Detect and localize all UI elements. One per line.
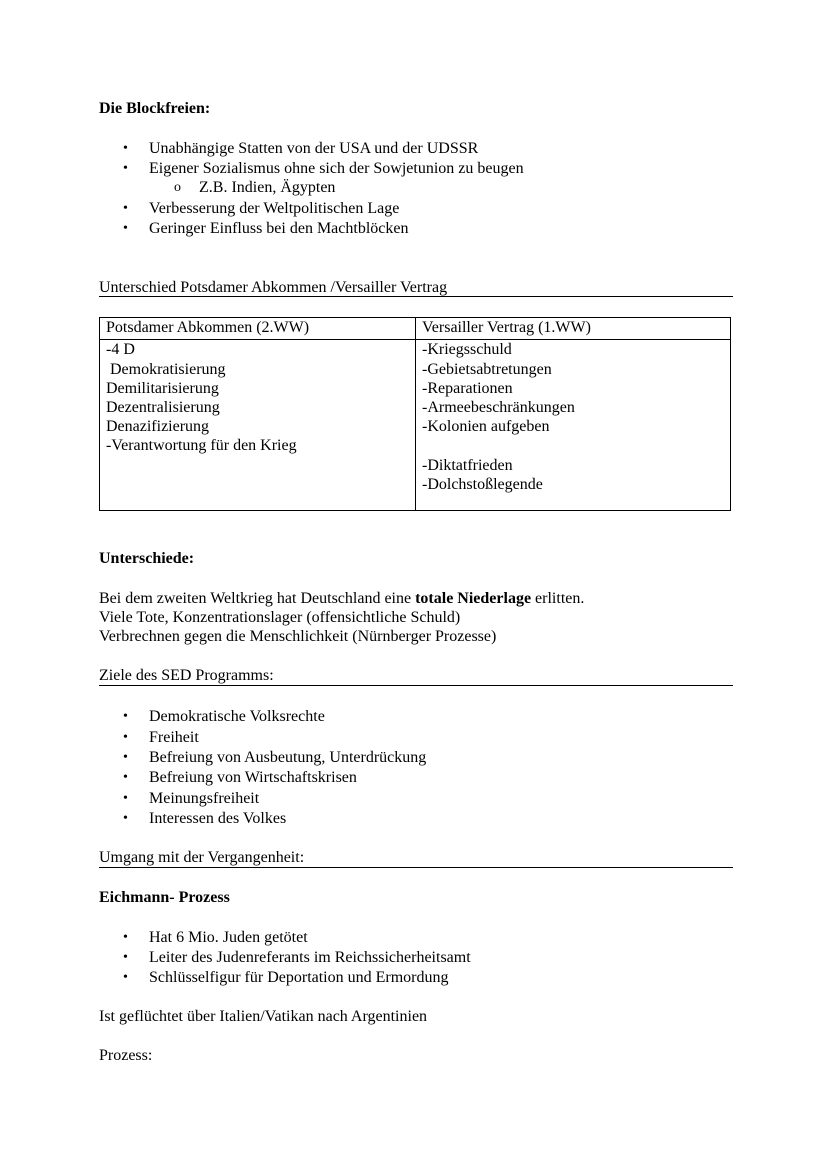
bullet-icon: • bbox=[123, 970, 128, 985]
text-span: Bei dem zweiten Weltkrieg hat Deutschland eine bbox=[99, 590, 416, 607]
list-item: Demokratische Volksrechte bbox=[149, 708, 325, 725]
bullet-icon: • bbox=[123, 950, 128, 965]
table-cell-versailles bbox=[416, 340, 731, 511]
table-cell-line: Denazifizierung bbox=[106, 418, 210, 436]
heading-blockfreien: Die Blockfreien: bbox=[99, 100, 211, 117]
bullet-icon: • bbox=[123, 161, 128, 176]
bullet-icon: • bbox=[123, 141, 128, 156]
table-cell-line: -Armeebeschränkungen bbox=[422, 398, 575, 416]
comparison-table bbox=[99, 317, 731, 511]
section-divider bbox=[99, 685, 733, 686]
heading-vergleich: Unterschied Potsdamer Abkommen /Versailler Vertrag bbox=[99, 279, 448, 296]
paragraph-line: Prozess: bbox=[99, 1047, 153, 1064]
table-cell-line: -Gebietsabtretungen bbox=[422, 360, 552, 378]
text-span: erlitten. bbox=[531, 590, 585, 607]
bullet-icon: • bbox=[123, 770, 128, 785]
table-cell-line: -Diktatfrieden bbox=[422, 456, 513, 474]
table-header-cell: Potsdamer Abkommen (2.WW) bbox=[100, 318, 416, 340]
list-item: Unabhängige Statten von der USA und der UDSSR bbox=[149, 140, 479, 157]
table-cell-line: Demilitarisierung bbox=[106, 379, 219, 397]
table-cell-line bbox=[422, 436, 724, 455]
list-item: Eigener Sozialismus ohne sich der Sowjetunion zu beugen bbox=[149, 160, 524, 177]
list-item: Verbesserung der Weltpolitischen Lage bbox=[149, 200, 400, 217]
bullet-icon: • bbox=[123, 791, 128, 806]
emphasis-text: totale Niederlage bbox=[415, 590, 532, 607]
sub-list-item: Z.B. Indien, Ägypten bbox=[199, 179, 336, 196]
heading-unterschiede: Unterschiede: bbox=[99, 550, 195, 567]
section-divider bbox=[99, 867, 733, 868]
bullet-icon: • bbox=[123, 750, 128, 765]
bullet-icon: • bbox=[123, 221, 128, 236]
table-header-cell: Versailler Vertrag (1.WW) bbox=[416, 318, 731, 340]
table-cell-potsdam bbox=[100, 340, 416, 511]
heading-vergangenheit: Umgang mit der Vergangenheit: bbox=[99, 849, 305, 866]
paragraph-line: Viele Tote, Konzentrationslager (offensichtliche Schuld) bbox=[99, 609, 461, 626]
list-item: Schlüsselfigur für Deportation und Ermordung bbox=[149, 969, 449, 986]
table-cell-line: -4 D bbox=[106, 341, 135, 359]
list-item: Meinungsfreiheit bbox=[149, 790, 260, 807]
table-cell-line: -Dolchstoßlegende bbox=[422, 475, 543, 493]
bullet-icon: • bbox=[123, 709, 128, 724]
bullet-icon: • bbox=[123, 730, 128, 745]
table-cell-line: -Kolonien aufgeben bbox=[422, 418, 550, 436]
list-item: Hat 6 Mio. Juden getötet bbox=[149, 929, 308, 946]
bullet-icon: • bbox=[123, 811, 128, 826]
section-divider bbox=[99, 296, 733, 297]
paragraph-line: Ist geflüchtet über Italien/Vatikan nach Argentinien bbox=[99, 1008, 428, 1025]
heading-sed: Ziele des SED Programms: bbox=[99, 667, 274, 684]
bullet-icon: • bbox=[123, 201, 128, 216]
list-item: Leiter des Judenreferants im Reichssicherheitsamt bbox=[149, 949, 471, 966]
sub-bullet-icon: o bbox=[174, 180, 181, 195]
table-cell-line: -Verantwortung für den Krieg bbox=[106, 437, 297, 455]
bullet-icon: • bbox=[123, 930, 128, 945]
paragraph-line bbox=[99, 589, 584, 608]
table-cell-line: -Reparationen bbox=[422, 379, 513, 397]
heading-eichmann: Eichmann- Prozess bbox=[99, 889, 230, 906]
table-cell-line: Dezentralisierung bbox=[106, 398, 220, 416]
list-item: Freiheit bbox=[149, 729, 199, 746]
list-item: Interessen des Volkes bbox=[149, 810, 287, 827]
list-item: Befreiung von Wirtschaftskrisen bbox=[149, 769, 357, 786]
list-item: Geringer Einfluss bei den Machtblöcken bbox=[149, 220, 409, 237]
table-cell-line: -Kriegsschuld bbox=[422, 341, 512, 359]
list-item: Befreiung von Ausbeutung, Unterdrückung bbox=[149, 749, 427, 766]
table-cell-line: Demokratisierung bbox=[106, 360, 226, 378]
paragraph-line: Verbrechnen gegen die Menschlichkeit (Nürnberger Prozesse) bbox=[99, 628, 497, 645]
